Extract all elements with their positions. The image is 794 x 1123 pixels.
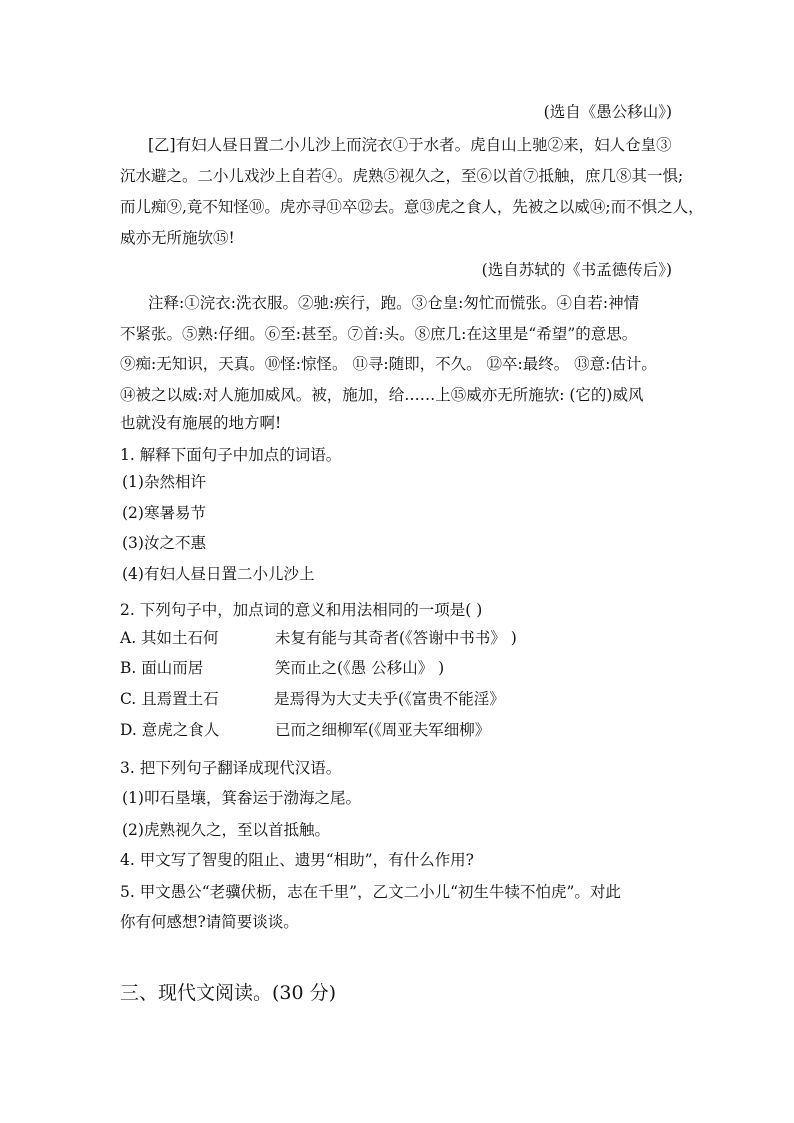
question-5-line: 5. 甲文愚公“老骥伏枥，志在千里”，乙文二小儿“初生牛犊不怕虎”。对此 — [120, 883, 621, 901]
source-jia: (选自《愚公移山》) — [543, 103, 672, 121]
option-comparison: 笑而止之(《愚 公移山》 ) — [275, 659, 445, 677]
question-3-stem: 3. 把下列句子翻译成现代汉语。 — [120, 759, 342, 777]
passage-yi-line: 威亦无所施欤⑮! — [120, 229, 235, 247]
option-sentence: C. 且焉置土石 — [120, 690, 219, 708]
option-comparison: 已而之细柳军(《周亚夫军细柳》 — [275, 721, 491, 739]
note-line: ⑭被之以威:对人施加威风。被，施加，给……上⑮威亦无所施欤: (它的)威风 — [120, 386, 644, 404]
passage-yi-line: 而儿痴⑨,竟不知怪⑩。虎亦寻⑪卒⑫去。意⑬虎之食人，先被之以威⑭;而不惧之人， — [120, 198, 704, 216]
question-3-item: (2)虎熟视久之，至以首抵触。 — [122, 821, 330, 839]
passage-yi-line: [乙]有妇人昼日置二小儿沙上而浣衣①于水者。虎自山上驰②来，妇人仓皇③ — [148, 136, 672, 154]
note-line: ⑨痴:无知识，天真。⑩怪:惊怪。 ⑪寻:随即，不久。 ⑫卒:最终。 ⑬意:估计。 — [120, 355, 657, 373]
question-1-item: (1)杂然相许 — [122, 473, 206, 491]
note-line: 注释:①浣衣:洗衣服。②驰:疾行，跑。③仓皇:匆忙而慌张。④自若:神情 — [148, 294, 640, 312]
question-1-item: (4)有妇人昼日置二小儿沙上 — [122, 565, 315, 583]
question-3-item: (1)叩石垦壤，箕畚运于渤海之尾。 — [122, 789, 361, 807]
passage-yi-line: 沉水避之。二小儿戏沙上自若④。虎熟⑤视久之，至⑥以首⑦抵触，庶几⑧其一惧; — [120, 167, 684, 185]
question-5-line: 你有何感想?请简要谈谈。 — [120, 913, 299, 931]
section-heading: 三、现代文阅读。(30 分) — [120, 982, 337, 1004]
question-1-item: (3)汝之不惠 — [122, 534, 206, 552]
note-line: 不紧张。⑤熟:仔细。⑥至:甚至。⑦首:头。⑧庶几:在这里是“希望”的意思。 — [120, 325, 638, 343]
question-2-stem: 2. 下列句子中，加点词的意义和用法相同的一项是( ) — [120, 601, 483, 619]
option-sentence: D. 意虎之食人 — [120, 721, 220, 739]
source-yi: (选自苏轼的《书孟德传后》) — [481, 261, 672, 279]
note-line: 也就没有施展的地方啊! — [120, 414, 282, 432]
question-4: 4. 甲文写了智叟的阻止、遗男“相助”，有什么作用? — [120, 851, 474, 869]
option-sentence: B. 面山而居 — [120, 659, 204, 677]
option-comparison: 是焉得为大丈夫乎(《富贵不能淫》 — [274, 690, 505, 708]
question-1-stem: 1. 解释下面句子中加点的词语。 — [120, 446, 342, 464]
question-1-item: (2)寒暑易节 — [122, 504, 206, 522]
option-sentence: A. 其如土石何 — [120, 629, 219, 647]
option-comparison: 未复有能与其奇者(《答谢中书书》 ) — [275, 629, 517, 647]
